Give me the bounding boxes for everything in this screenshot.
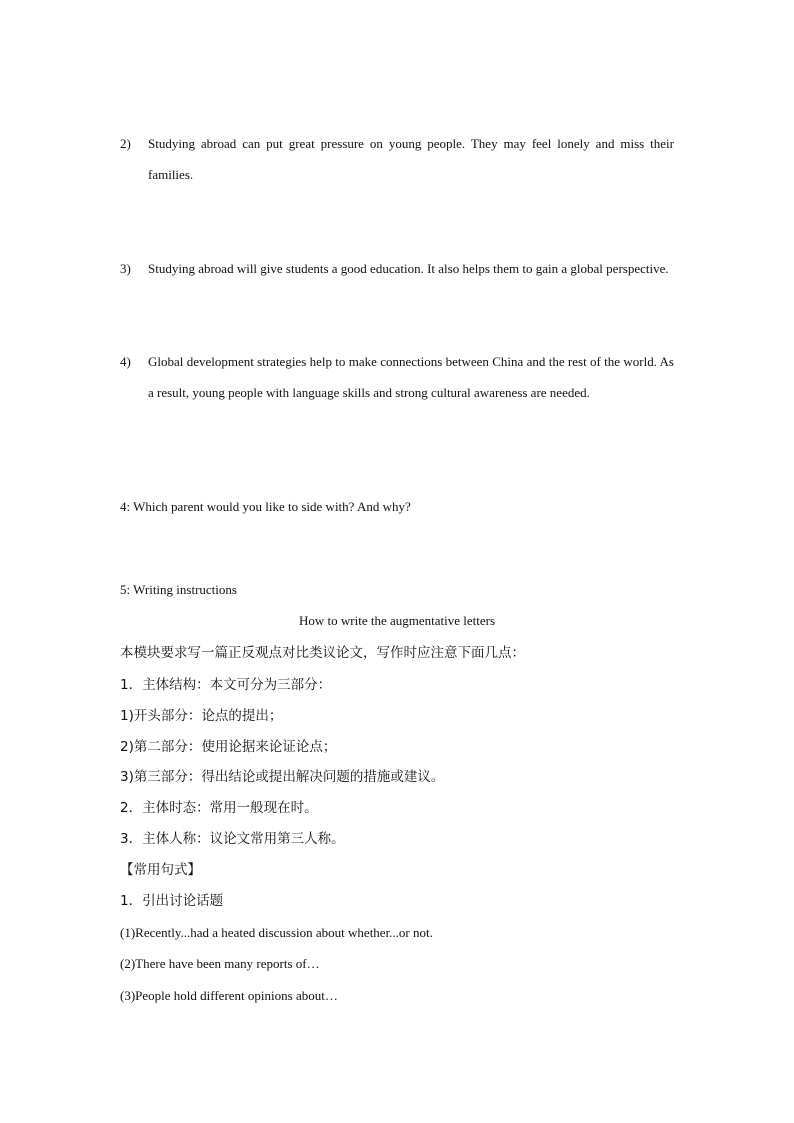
sentence-2: (2)There have been many reports of… bbox=[120, 956, 320, 971]
question-4: 4: Which parent would you like to side with? And why? bbox=[120, 499, 411, 514]
point-number: 3) bbox=[120, 261, 131, 276]
section-5-heading: 5: Writing instructions bbox=[120, 582, 237, 597]
cn-intro: 本模块要求写一篇正反观点对比类议论文，写作时应注意下面几点： bbox=[120, 645, 525, 661]
cn-point-3: 3．主体人称：议论文常用第三人称。 bbox=[120, 831, 345, 847]
cn-point-1-1: 1)开头部分：论点的提出； bbox=[120, 708, 283, 724]
point-number: 4) bbox=[120, 354, 131, 369]
point-text: Global development strategies help to make connections between China and the rest of the world. As a result, young people with language skills and strong cultural awareness are needed. bbox=[148, 354, 674, 400]
cn-point-1-2: 2)第二部分：使用论据来论证论点； bbox=[120, 739, 337, 755]
point-text: Studying abroad will give students a good education. It also helps them to gain a global perspective. bbox=[148, 261, 669, 276]
point-3 bbox=[120, 253, 674, 284]
point-2 bbox=[120, 128, 674, 190]
point-text: Studying abroad can put great pressure on young people. They may feel lonely and miss their families. bbox=[148, 136, 674, 182]
sentence-1: (1)Recently...had a heated discussion about whether...or not. bbox=[120, 925, 433, 940]
cn-point-1: 1．主体结构：本文可分为三部分： bbox=[120, 677, 332, 693]
patterns-heading: 【常用句式】 bbox=[120, 862, 201, 878]
centered-title: How to write the augmentative letters bbox=[298, 613, 496, 628]
patterns-item-1: 1．引出讨论话题 bbox=[120, 893, 224, 909]
point-number: 2) bbox=[120, 136, 131, 151]
cn-point-2: 2．主体时态：常用一般现在时。 bbox=[120, 800, 318, 816]
sentence-3: (3)People hold different opinions about… bbox=[120, 988, 338, 1003]
cn-point-1-3: 3)第三部分：得出结论或提出解决问题的措施或建议。 bbox=[120, 769, 445, 785]
point-4 bbox=[120, 346, 674, 408]
